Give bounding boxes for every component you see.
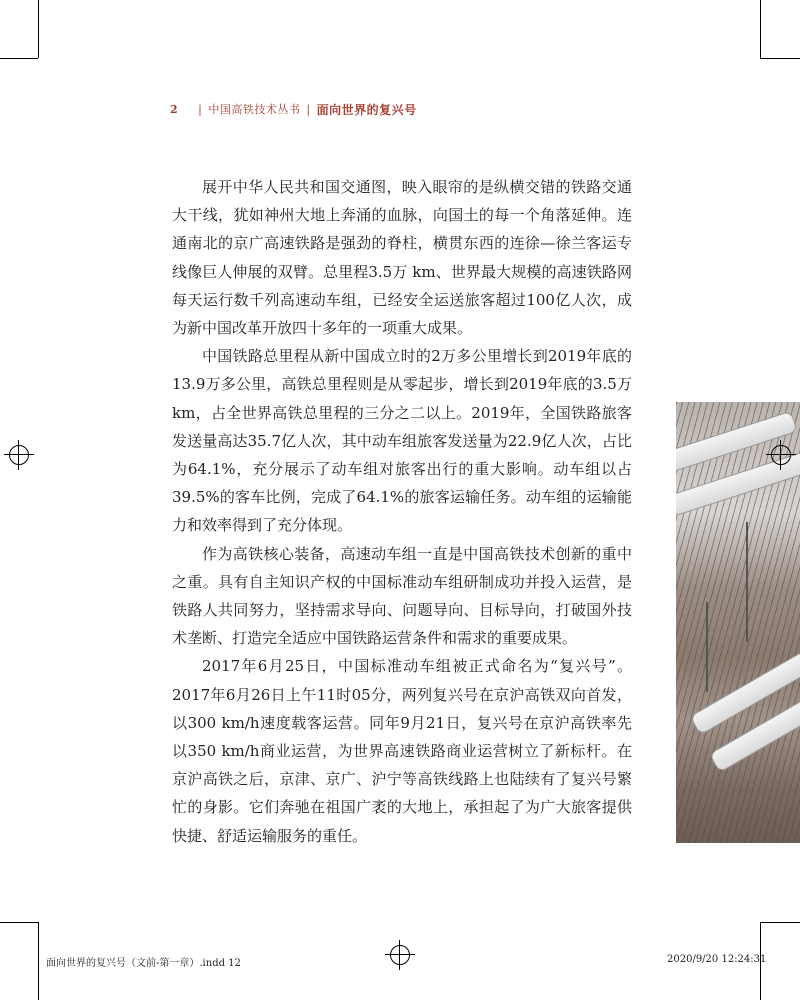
catenary-pole: [706, 602, 708, 692]
catenary-pole: [746, 522, 748, 642]
registration-mark-icon: [385, 940, 415, 970]
paragraph: 中国铁路总里程从新中国成立时的2万多公里增长到2019年底的13.9万多公里，高铁总里程则是从零起步，增长到2019年底的3.5万 km，占全世界高铁总里程的三分之二以上。2019年，全国铁路旅客发送量高达35.7亿人次，其中动车组旅客发送量为22.9亿人次，占比为64.1%，充分展示了动车组对旅客出行的重大影响。动车组以占39.5%的客车比例，完成了64.1%的旅客运输任务。动车组的运输能力和效率得到了充分体现。: [172, 347, 632, 535]
registration-mark-icon: [766, 440, 796, 470]
crop-mark: [38, 0, 39, 58]
header-separator: |: [306, 102, 311, 116]
crop-mark: [0, 922, 38, 923]
paragraph: 展开中华人民共和国交通图，映入眼帘的是纵横交错的铁路交通大干线，犹如神州大地上奔涌的血脉，向国土的每一个角落延伸。连通南北的京广高速铁路是强劲的脊柱，横贯东西的连徐—徐兰客运专线像巨人伸展的双臂。总里程3.5万 km、世界最大规模的高速铁路网每天运行数千列高速动车组，已经安全运送旅客超过100亿人次，成为新中国改革开放四十多年的一项重大成果。: [172, 178, 632, 338]
registration-mark-icon: [4, 440, 34, 470]
crop-mark: [760, 58, 800, 59]
file-slug: 面向世界的复兴号（文前-第一章）.indd 12: [46, 958, 241, 969]
running-header: [170, 99, 417, 119]
paragraph: 2017年6月25日，中国标准动车组被正式命名为“复兴号”。2017年6月26日上午11时05分，两列复兴号在京沪高铁双向首发，以300 km/h速度载客运营。同年9月21日，复兴号在京沪高铁率先以350 km/h商业运营，为世界高速铁路商业运营树立了新标杆。在京沪高铁之后，京津、京广、沪宁等高铁线路上也陆续有了复兴号繁忙的身影。它们奔驰在祖国广袤的大地上，承担起了为广大旅客提供快捷、舒适运输服务的重任。: [172, 657, 632, 845]
paragraph: 作为高铁核心装备，高速动车组一直是中国高铁技术创新的重中之重。具有自主知识产权的中国标准动车组研制成功并投入运营，是铁路人共同努力，坚持需求导向、问题导向、目标导向，打破国外技术垄断、打造完全适应中国铁路运营条件和需求的重要成果。: [172, 544, 632, 648]
timestamp-slug: 2020/9/20 12:24:31: [667, 954, 767, 965]
crop-mark: [38, 922, 39, 1000]
book-title: 面向世界的复兴号: [316, 102, 417, 117]
crop-mark: [760, 0, 761, 58]
crop-mark: [760, 922, 800, 923]
crop-mark: [0, 58, 38, 59]
page-number: 2: [170, 102, 179, 116]
body-text: [172, 173, 632, 850]
header-separator: |: [198, 102, 203, 116]
series-title: 中国高铁技术丛书: [208, 103, 301, 116]
